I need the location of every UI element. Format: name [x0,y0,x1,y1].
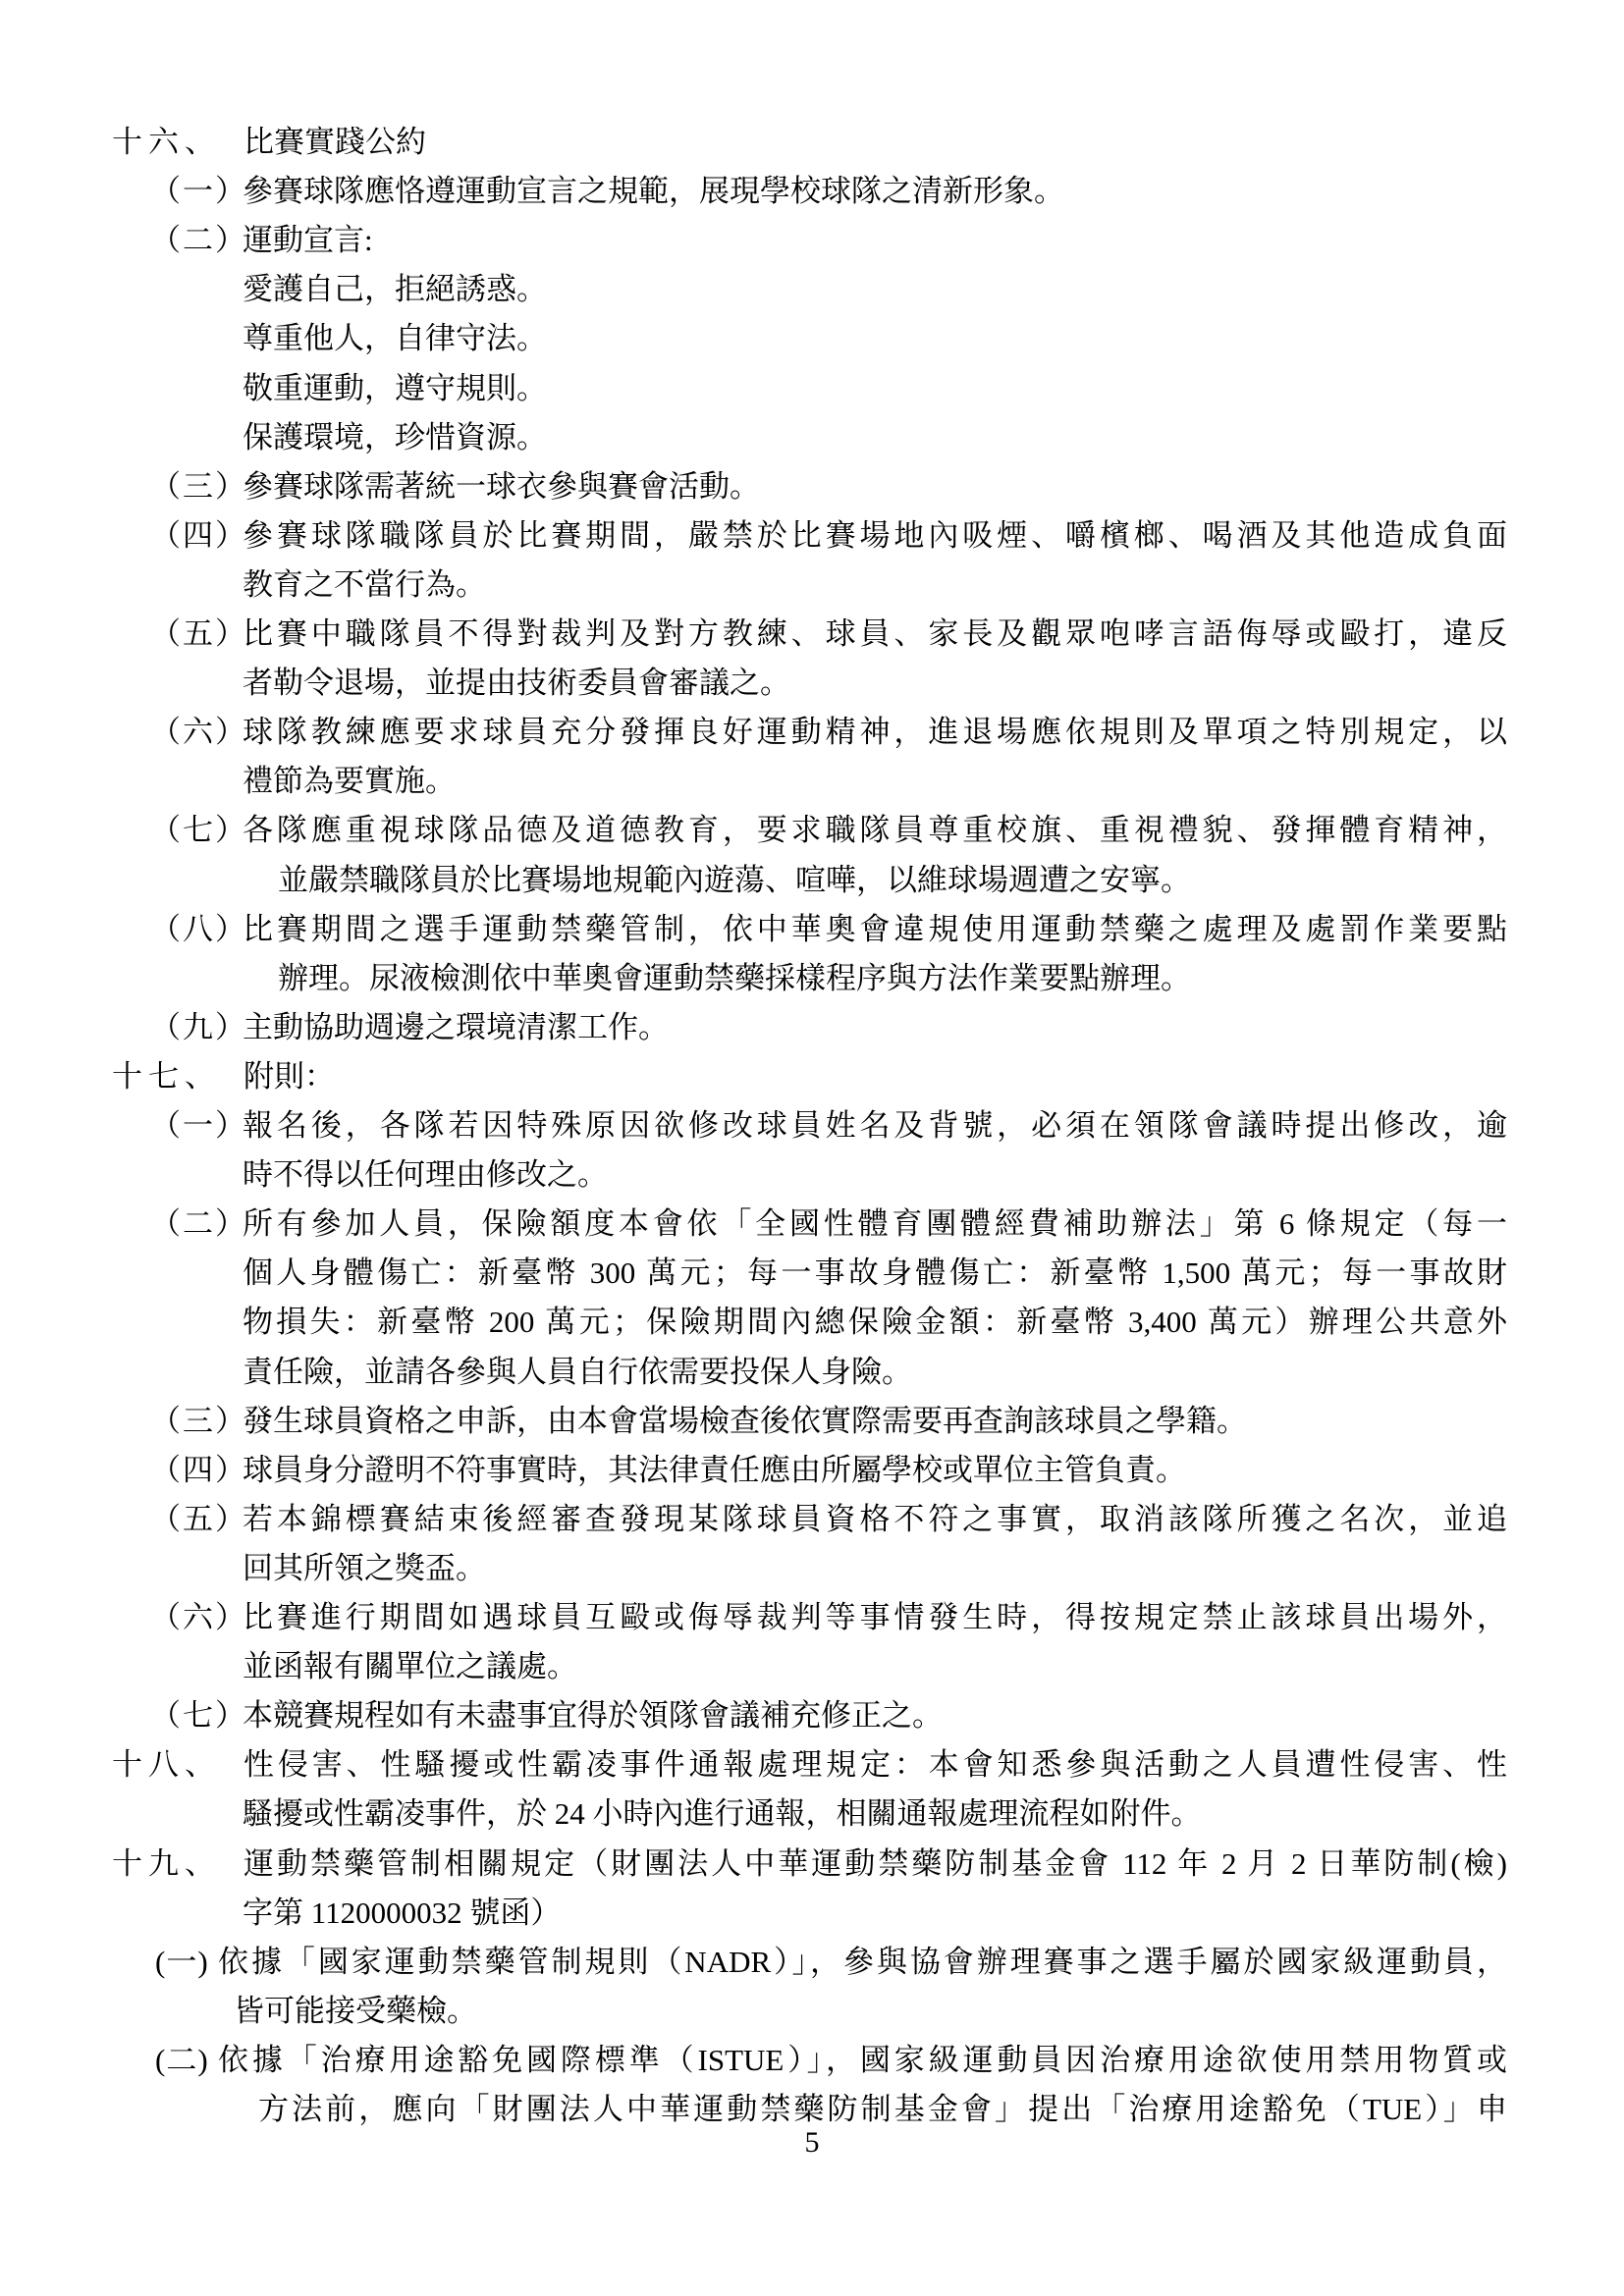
line-text: 本競賽規程如有未盡事宜得於領隊會議補充修正之。 [243,1698,943,1734]
doc-line [0,1544,1624,1593]
line-text: 各隊應重視球隊品德及道德教育，要求職隊員尊重校旗、重視禮貌、發揮體育精神， [243,813,1507,848]
line-text: 方法前，應向「財團法人中華運動禁藥防制基金會」提出「治療用途豁免（TUE）」申 [258,2092,1507,2126]
line-text: 運動宣言: [243,223,373,258]
doc-line-item [0,806,1624,855]
clause-number: （六） [150,1600,247,1634]
doc-line [0,265,1624,314]
line-text: 附則： [244,1058,335,1094]
section-number: 十九、 [112,1845,221,1881]
line-text: 依據「國家運動禁藥管制規則（NADR）」，參與協會辦理賽事之選手屬於國家級運動員， [218,1944,1507,1979]
clause-number: （五） [150,1501,247,1536]
clause-number: （五） [150,616,247,651]
doc-line-item [0,1052,1624,1101]
doc-line-item [0,1740,1624,1789]
clause-number: （四） [150,1452,247,1487]
doc-line [0,314,1624,363]
line-text: 比賽中職隊員不得對裁判及對方教練、球員、家長及觀眾咆哮言語侮辱或毆打，違反 [243,616,1507,651]
clause-number: （一） [150,1108,247,1143]
clause-number: （二） [150,223,247,258]
line-text: 責任險，並請各參與人員自行依需要投保人身險。 [243,1354,912,1389]
section-number: 十八、 [112,1747,221,1783]
doc-line-item [0,511,1624,561]
line-text: 比賽期間之選手運動禁藥管制，依中華奧會違規使用運動禁藥之處理及處罰作業要點 [243,911,1507,946]
line-text: 若本錦標賽結束後經審查發現某隊球員資格不符之事實，取消該隊所獲之名次，並追 [243,1501,1507,1536]
line-text: 並嚴禁職隊員於比賽場地規範內遊蕩、喧嘩，以維球場週遭之安寧。 [278,862,1191,897]
doc-line-item [0,2036,1624,2085]
doc-line [0,561,1624,610]
doc-line-item [0,1200,1624,1249]
doc-line [0,364,1624,413]
line-text: 報名後，各隊若因特殊原因欲修改球員姓名及背號，必須在領隊會議時提出修改，逾 [243,1108,1507,1143]
doc-line-item [0,1593,1624,1642]
doc-line-item [0,1003,1624,1052]
line-text: 回其所領之獎盃。 [243,1550,486,1585]
line-text: 辦理。尿液檢測依中華奧會運動禁藥採樣程序與方法作業要點辦理。 [278,960,1191,995]
doc-line-item [0,1691,1624,1740]
line-text: 球員身分證明不符事實時，其法律責任應由所屬學校或單位主管負責。 [243,1452,1186,1487]
doc-line-item [0,1101,1624,1150]
doc-line [0,1889,1624,1938]
line-text: 球隊教練應要求球員充分發揮良好運動精神，進退場應依規則及單項之特別規定，以 [243,715,1507,750]
doc-line-item [0,1495,1624,1544]
line-text: 參賽球隊職隊員於比賽期間，嚴禁於比賽場地內吸煙、嚼檳榔、喝酒及其他造成負面 [243,517,1507,553]
doc-line [0,1348,1624,1397]
doc-line [0,1987,1624,2036]
line-text: 尊重他人，自律守法。 [243,321,547,356]
line-text: 並函報有關單位之議處。 [243,1649,577,1684]
doc-line-item [0,1840,1624,1889]
line-text: 敬重運動，遵守規則。 [243,370,547,405]
line-text: 比賽實踐公約 [244,125,426,159]
section-number: 十七、 [112,1058,221,1094]
clause-number: （四） [150,517,247,553]
line-text: 運動禁藥管制相關規定（財團法人中華運動禁藥防制基金會 112 年 2 月 2 日華防制(檢) [244,1845,1507,1881]
doc-line-item [0,167,1624,216]
line-text: 參賽球隊需著統一球衣參與賽會活動。 [243,468,760,504]
line-text: 發生球員資格之申訴，由本會當場檢查後依實際需要再查詢該球員之學籍。 [243,1403,1247,1438]
line-text: 字第 1120000032 號函） [243,1895,562,1930]
line-text: 教育之不當行為。 [243,566,486,602]
doc-line-item [0,216,1624,265]
clause-number: （七） [150,1698,247,1734]
doc-line [0,954,1624,1003]
doc-line [0,1150,1624,1200]
clause-number: (二) [155,2042,209,2077]
line-text: 愛護自己，拒絕誘惑。 [243,272,547,307]
line-text: 性侵害、性騷擾或性霸凌事件通報處理規定：本會知悉參與活動之人員遭性侵害、性 [244,1747,1507,1783]
clause-number: （八） [150,911,247,946]
doc-line-item [0,1397,1624,1446]
doc-line [0,413,1624,462]
line-text: 者勒令退場，並提由技術委員會審議之。 [243,666,790,701]
clause-number: （六） [150,715,247,750]
doc-line-item [0,610,1624,659]
doc-line-item [0,905,1624,954]
clause-number: （三） [150,468,247,504]
doc-line-item [0,1938,1624,1987]
doc-line [0,659,1624,708]
section-number: 十六、 [112,125,221,159]
doc-line [0,1249,1624,1298]
doc-line [0,1789,1624,1839]
line-text: 參賽球隊應恪遵運動宣言之規範，展現學校球隊之清新形象。 [243,174,1064,209]
line-text: 皆可能接受藥檢。 [234,1993,477,2028]
clause-number: （二） [150,1206,247,1242]
doc-line-item [0,708,1624,757]
line-text: 時不得以任何理由修改之。 [243,1157,608,1193]
doc-line [0,1642,1624,1691]
line-text: 禮節為要實施。 [243,764,456,799]
doc-line [0,757,1624,806]
line-text: 主動協助週邊之環境清潔工作。 [243,1009,669,1044]
line-text: 比賽進行期間如遇球員互毆或侮辱裁判等事情發生時，得按規定禁止該球員出場外， [243,1600,1507,1634]
line-text: 依據「治療用途豁免國際標準（ISTUE）」，國家級運動員因治療用途欲使用禁用物質或 [218,2042,1507,2077]
line-text: 個人身體傷亡：新臺幣 300 萬元；每一事故身體傷亡：新臺幣 1,500 萬元；每一事故財 [243,1255,1507,1291]
doc-line-item [0,118,1624,167]
line-text: 物損失：新臺幣 200 萬元；保險期間內總保險金額：新臺幣 3,400 萬元）辦理公共意外 [243,1305,1507,1340]
doc-line-item [0,462,1624,511]
line-text: 騷擾或性霸凌事件，於 24 小時內進行通報，相關通報處理流程如附件。 [243,1796,1202,1832]
page-number: 5 [804,2126,820,2159]
clause-number: （一） [150,174,247,209]
clause-number: （七） [150,813,247,848]
doc-line-item [0,1446,1624,1495]
line-text: 所有參加人員，保險額度本會依「全國性體育團體經費補助辦法」第 6 條規定（每一 [243,1206,1507,1242]
clause-number: （三） [150,1403,247,1438]
line-text: 保護環境，珍惜資源。 [243,419,547,454]
clause-number: （九） [150,1009,247,1044]
doc-line [0,1298,1624,1347]
clause-number: (一) [155,1944,209,1979]
doc-line [0,856,1624,905]
